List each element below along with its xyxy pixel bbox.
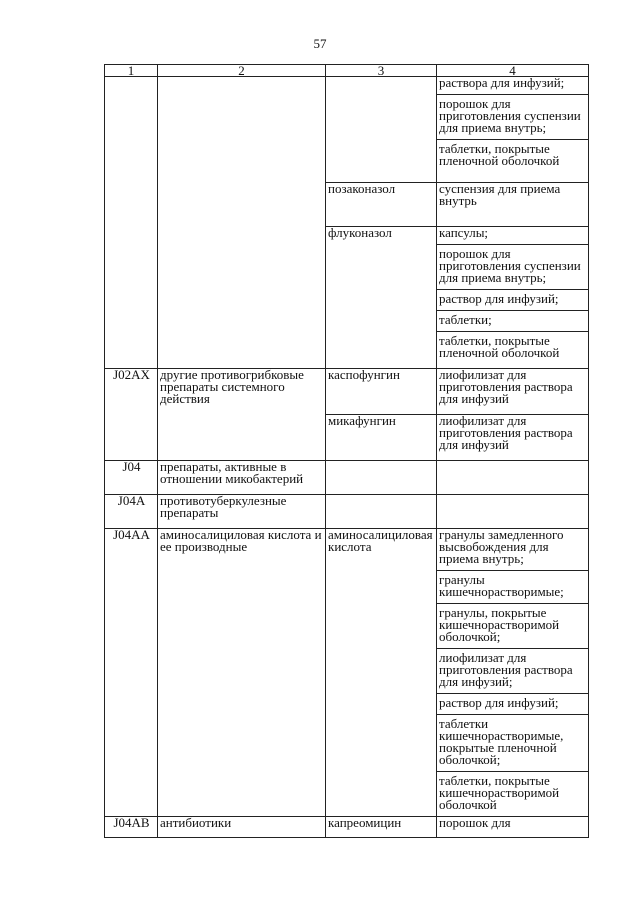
substance-name — [326, 461, 437, 495]
atc-code: J02AX — [105, 369, 158, 461]
atc-code: J04 — [105, 461, 158, 495]
dosage-form-item: таблетки кишечнорастворимые, покрытые пленочной оболочкой; — [437, 714, 588, 771]
drug-table — [104, 64, 589, 838]
dosage-form-item: таблетки, покрытые кишечнорастворимой оболочкой — [437, 771, 588, 816]
dosage-forms — [437, 461, 589, 495]
group-name: аминосалициловая кислота и ее производные — [158, 529, 326, 817]
dosage-form-item: раствора для инфузий; — [439, 76, 565, 90]
dosage-forms — [437, 227, 589, 369]
dosage-forms — [437, 529, 589, 817]
substance-name: капреомицин — [326, 817, 437, 838]
dosage-forms — [437, 415, 589, 461]
substance-name — [326, 495, 437, 529]
dosage-forms — [437, 183, 589, 227]
dosage-form-item: порошок для — [439, 816, 511, 830]
dosage-form-item: капсулы; — [439, 226, 489, 240]
atc-code — [105, 77, 158, 369]
group-name: другие противогрибковые препараты системного действия — [158, 369, 326, 461]
dosage-form-item: гранулы кишечнорастворимые; — [437, 570, 588, 603]
table-row — [105, 817, 589, 838]
group-name — [158, 77, 326, 369]
dosage-forms — [437, 817, 589, 838]
dosage-form-item: порошок для приготовления суспензии для приема внутрь; — [437, 244, 588, 289]
column-number-3: 3 — [326, 65, 437, 77]
dosage-form-item: суспензия для приема внутрь — [439, 182, 561, 208]
substance-name: позаконазол — [326, 183, 437, 227]
dosage-form-item: гранулы, покрытые кишечнорастворимой оболочкой; — [437, 603, 588, 648]
substance-name: аминосалициловая кислота — [326, 529, 437, 817]
table-row — [105, 77, 589, 183]
substance-name: микафунгин — [326, 415, 437, 461]
dosage-forms — [437, 495, 589, 529]
dosage-form-item: лиофилизат для приготовления раствора для инфузий; — [437, 648, 588, 693]
page-number: 57 — [313, 36, 327, 51]
substance-name — [326, 77, 437, 183]
dosage-form-item: лиофилизат для приготовления раствора для инфузий — [439, 414, 573, 452]
dosage-forms — [437, 77, 589, 183]
substance-name: флуконазол — [326, 227, 437, 369]
column-number-2: 2 — [158, 65, 326, 77]
group-name: противотуберкулезные препараты — [158, 495, 326, 529]
column-number-1: 1 — [105, 65, 158, 77]
dosage-form-item: таблетки; — [437, 310, 588, 331]
dosage-forms — [437, 369, 589, 415]
group-name: антибиотики — [158, 817, 326, 838]
group-name: препараты, активные в отношении микобактерий — [158, 461, 326, 495]
table-row — [105, 495, 589, 529]
atc-code: J04AA — [105, 529, 158, 817]
dosage-form-item: раствор для инфузий; — [437, 693, 588, 714]
dosage-form-item: раствор для инфузий; — [437, 289, 588, 310]
dosage-form-item: таблетки, покрытые пленочной оболочкой — [437, 331, 588, 364]
dosage-form-item: гранулы замедленного высвобождения для приема внутрь; — [439, 528, 564, 566]
atc-code: J04AB — [105, 817, 158, 838]
table-row — [105, 369, 589, 415]
table-row — [105, 461, 589, 495]
header-row — [105, 65, 589, 77]
dosage-form-item: порошок для приготовления суспензии для приема внутрь; — [437, 94, 588, 139]
dosage-form-item: таблетки, покрытые пленочной оболочкой — [437, 139, 588, 172]
table-row — [105, 529, 589, 817]
dosage-form-item: лиофилизат для приготовления раствора для инфузий — [439, 368, 573, 406]
atc-code: J04A — [105, 495, 158, 529]
column-number-4: 4 — [437, 65, 589, 77]
substance-name: каспофунгин — [326, 369, 437, 415]
